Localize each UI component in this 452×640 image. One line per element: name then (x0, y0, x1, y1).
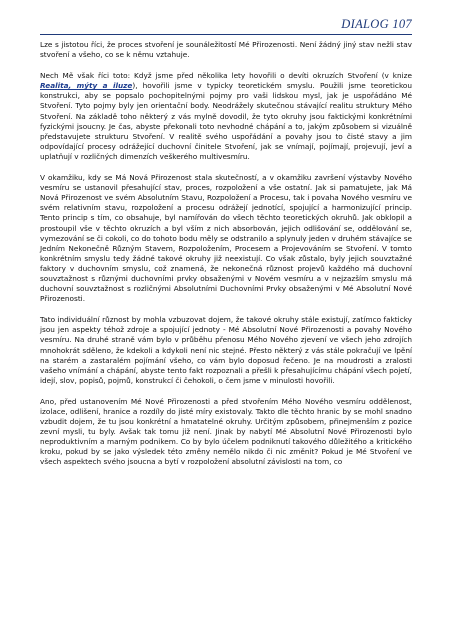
paragraph-1: Lze s jistotou říci, že proces stvoření je sounáležitostí Mé Přirozenosti. Není žádný jiný stav nežli stav stvoření a všeho, co se k němu vztahuje. (40, 40, 412, 60)
paragraph-2-before: Nech Mě však říci toto: Když jsme před několika lety hovořili o devíti okruzích Stvoření (v knize (40, 71, 412, 81)
page-header (40, 16, 412, 35)
paragraph-5: Ano, před ustanovením Mé Nové Přirozenosti a před stvořením Mého Nového vesmíru oddělenost, izolace, odlišení, hranice a rozdíly do jisté míry existovaly. Takto dle těchto hranic by se mohl snadno vzbudit dojem, že tu jsou konkrétní a hmatatelné okruhy. Určitým způsobem, přinejmenším z pozice zevní mysli, tu byly. Avšak tak tomu již není. Jinak by nabytí Mé Absolutní Nové Přirozenosti bylo neproduktivním a marným podnikem. Co by bylo účelem podniknutí takového důležitého a kritického kroku, pokud by se jako výsledek této změny nemělo nikdo či nic změnit? Pokud je Mé Stvoření ve všech aspektech svého jsoucna a bytí v rozpoložení absolutní závislosti na tom, co (40, 396, 412, 467)
paragraph-3: V okamžiku, kdy se Má Nová Přirozenost stala skutečností, a v okamžiku završení výstavby Nového vesmíru se ustanovil přesahující stav, proces, rozpoložení a vše ostatní. Jak si pamatujete, jak Má Nová Přirozenost ve svém Absolutním Stavu, Rozpoložení a Procesu, tak i povaha Nového vesmíru ve svém relativním stavu, rozpoložení a procesu odrážejí jednotící, spojující a harmonizující princip. Tento princip s tím, co obsahuje, byl namířován do všech těchto teoretických okruhů. Jak obklopil a prostoupil vše v těchto okruzích a byl vším z nich absorbován, jejich odlišování se, oddělování se, vymezování se či cokoli, co do tohoto bodu měly se odstranilo a splynuly jeden v druhém stávajíce se Jedním Nekonečně Různým Stavem, Rozpoložením, Procesem a Projevováním se Stvoření. V tomto konkrétním smyslu tedy žádné takové okruhy již neexistují. Co však zůstalo, byly jejich souvztažné faktory v duchovním smyslu, což znamená, že nekonečná různost projevů každého má duchovní souvztažnost s různými duchovními prvky obsaženými v Novém vesmíru a v nejzazším smyslu má duchovní souvztažnost s rozličnými Absolutními Duchovními Prvky obsaženými v Mé Absolutní Nové Přirozenosti. (40, 173, 412, 304)
paragraph-4: Tato individuální různost by mohla vzbuzovat dojem, že takové okruhy stále existují, zatímco fakticky jsou jen aspekty téhož zdroje a spojující jednoty - Mé Absolutní Nové Přirozenosti a povahy Nového vesmíru. Na druhé straně vám bylo v průběhu přenosu Mého Nového zjevení ve všech jeho zdrojích mnohokrát sděleno, že kdekoli a kdykoli není nic stejné. Přesto některý z vás stále pokračují ve lpění na starém a zastaralém pojímání všeho, co vám bylo doposud řečeno. Je na moudrosti a zralosti vašeho vnímání a chápání, abyste tento fakt rozpoznali a přešli k přesahujícímu chápání všech pojetí, idejí, slov, popisů, pojmů, konstrukcí či čehokoli, o čem jsme v minulosti hovořili. (40, 315, 412, 385)
paragraph-2 (40, 71, 412, 162)
book-title-link[interactable]: Realita, mýty a iluze (40, 81, 133, 91)
body-text (40, 40, 412, 468)
header-title: DIALOG 107 (341, 17, 412, 31)
paragraph-2-after: ), hovořili jsme v typicky teoretickém smyslu. Použili jsme teoretickou konstrukci, aby se popsalo pochopitelnými pojmy pro vaši lidskou mysl, jak je uspořádáno Mé Stvoření. Tyto pojmy byly jen orientační body. Neodrážely skutečnou stávající realitu struktury Mého Stvoření. Na základě toho některý z vás mylně dovodil, že tyto okruhy jsou faktickými konkrétními fyzickými jsoucny. Je čas, abyste překonali toto nevhodné chápání a to, jakým způsobem si vizuálně představujete strukturu Stvoření. V realitě svého uspořádání a povahy jsou to čisté stavy a jim odpovídající procesy odrážející duchovní činitele Stvoření, jak se vnímají, pojímají, projevují, jeví a uplatňují v rozličných dimenzích veškerého multivesmíru. (40, 81, 412, 161)
